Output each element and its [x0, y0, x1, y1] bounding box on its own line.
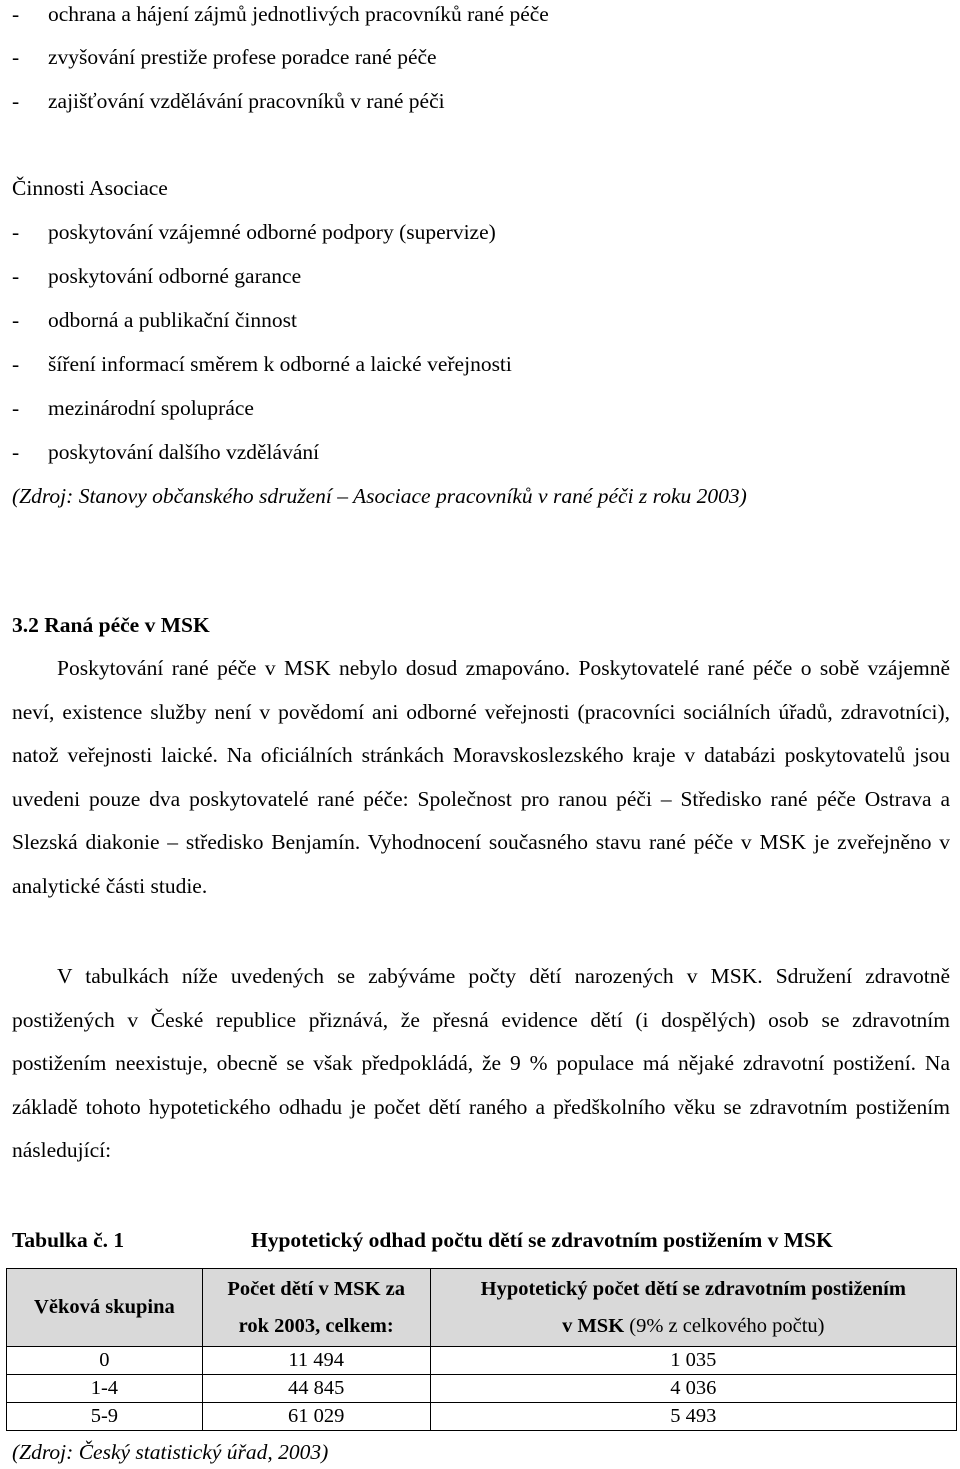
- table-caption-title: Hypotetický odhad počtu dětí se zdravotním postižením v MSK: [251, 1228, 833, 1252]
- cell-hypo: 1 035: [430, 1347, 956, 1375]
- table-row: [7, 1375, 957, 1403]
- activities-source: (Zdroj: Stanovy občanského sdružení – Asociace pracovníků v rané péči z roku 2003): [12, 484, 747, 508]
- cell-count: 11 494: [202, 1347, 430, 1375]
- cell-age: 0: [7, 1347, 203, 1375]
- table-row: [7, 1403, 957, 1431]
- header-age-group: Věková skupina: [7, 1269, 203, 1347]
- table-caption-label: Tabulka č. 1: [12, 1228, 125, 1252]
- table-source: (Zdroj: Český statistický úřad, 2003): [12, 1440, 329, 1464]
- cell-count: 44 845: [202, 1375, 430, 1403]
- header-count: Počet dětí v MSK za rok 2003, celkem:: [202, 1269, 430, 1347]
- activities-heading: Činnosti Asociace: [12, 176, 168, 200]
- activities-item: - poskytování dalšího vzdělávání: [12, 440, 320, 464]
- cell-age: 1-4: [7, 1375, 203, 1403]
- children-disability-table: [6, 1268, 957, 1431]
- section-paragraph-1: Poskytování rané péče v MSK nebylo dosud zmapováno. Poskytovatelé rané péče o sobě vzájemně neví, existence služby není v povědomí ani odborné veřejnosti (pracovníci sociálních úřadů, zdravotníci), natož veřejnosti laické. Na oficiálních stránkách Moravskoslezského kraje v databázi poskytovatelů jsou uvedeni pouze dva poskytovatelé rané péče: Společnost pro ranou péči – Středisko rané péče Ostrava a Slezská diakonie – středisko Benjamín. Vyhodnocení současného stavu rané péče v MSK je zveřejněno v analytické části studie.: [12, 656, 950, 898]
- activities-item: - poskytování odborné garance: [12, 264, 302, 288]
- cell-hypo: 5 493: [430, 1403, 956, 1431]
- cell-age: 5-9: [7, 1403, 203, 1431]
- section-heading: 3.2 Raná péče v MSK: [12, 613, 210, 637]
- activities-item: - šíření informací směrem k odborné a laické veřejnosti: [12, 352, 512, 376]
- header-hypothetical: Hypotetický počet dětí se zdravotním postižením v MSK (9% z celkového počtu): [430, 1269, 956, 1347]
- intro-list-item: - zvyšování prestiže profese poradce rané péče: [12, 45, 437, 69]
- activities-item: - odborná a publikační činnost: [12, 308, 297, 332]
- activities-item: - mezinárodní spolupráce: [12, 396, 254, 420]
- table-row: [7, 1347, 957, 1375]
- cell-count: 61 029: [202, 1403, 430, 1431]
- intro-list-item: - ochrana a hájení zájmů jednotlivých pracovníků rané péče: [12, 2, 549, 26]
- intro-list-item: - zajišťování vzdělávání pracovníků v rané péči: [12, 89, 445, 113]
- cell-hypo: 4 036: [430, 1375, 956, 1403]
- activities-item: - poskytování vzájemné odborné podpory (supervize): [12, 220, 496, 244]
- section-paragraph-2: V tabulkách níže uvedených se zabýváme počty dětí narozených v MSK. Sdružení zdravotně postižených v České republice přiznává, že přesná evidence dětí (i dospělých) osob se zdravotním postižením neexistuje, obecně se však předpokládá, že 9 % populace má nějaké zdravotní postižení. Na základě tohoto hypotetického odhadu je počet dětí raného a předškolního věku se zdravotním postižením následující:: [12, 964, 950, 1163]
